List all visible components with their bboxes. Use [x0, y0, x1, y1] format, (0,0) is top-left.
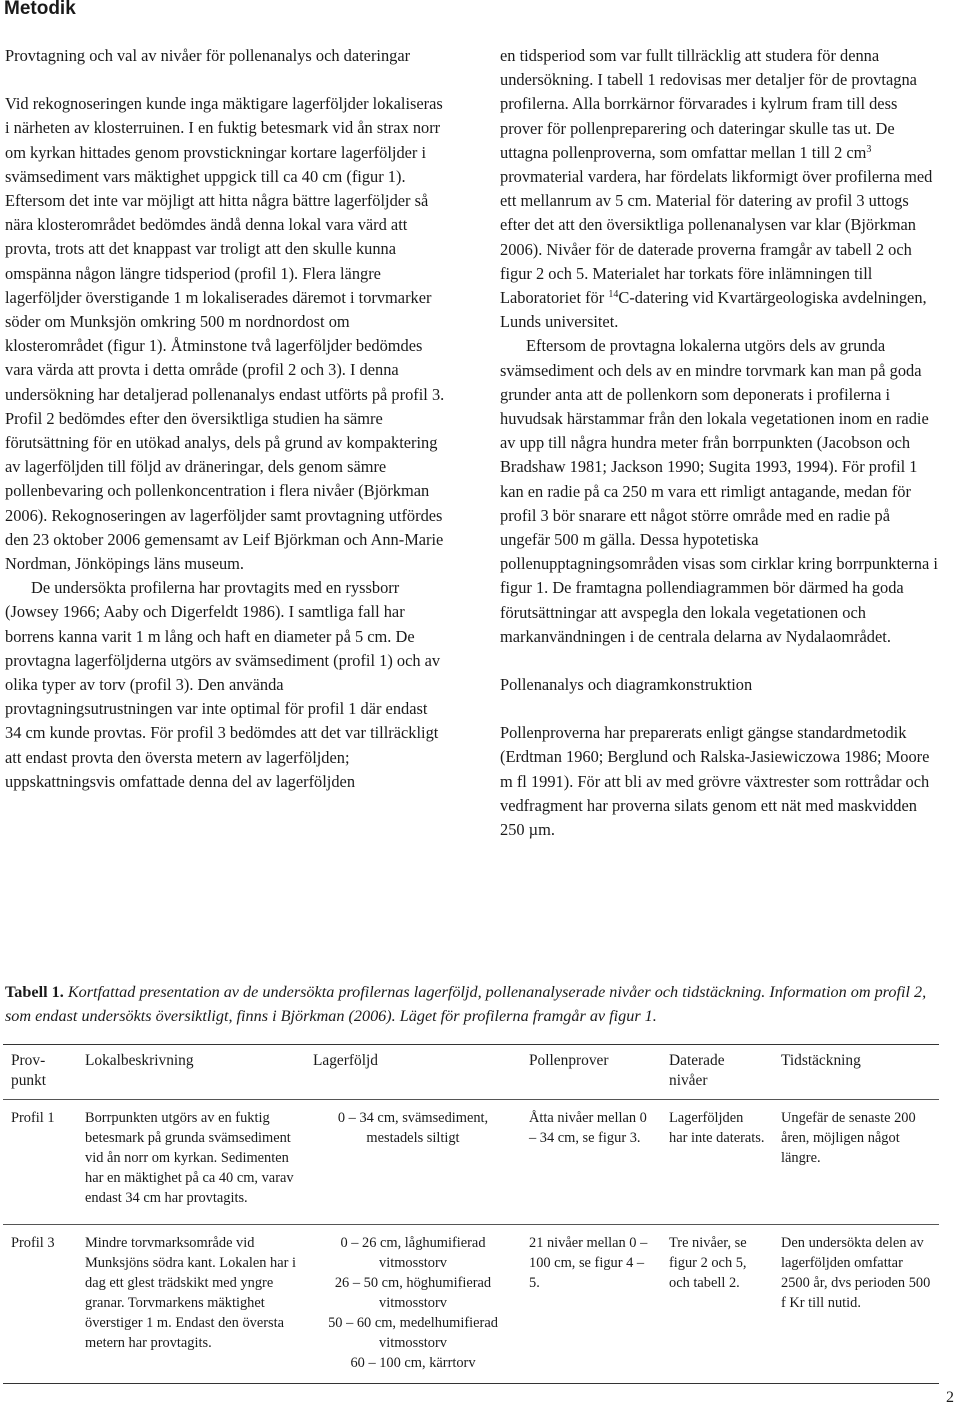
- table-cell: Ungefär de senaste 200 åren, möjligen något längre.: [773, 1100, 939, 1225]
- paragraph: Eftersom de provtagna lokalerna utgörs dels av grunda svämsediment och dels av en mindre torvmark kan man på goda grunder anta att de pollenkorn som deponerats i profilerna i huvudsak härstammar från den lokala vegetationen inom en radie av upp till några hundra meter från borrpunkten (Jacobson och Bradshaw 1981; Jackson 1990; Sugita 1993, 1994). För profil 1 kan en radie på ca 250 m vara ett rimligt antagande, medan för profil 3 bör snarare ett något större område med en radie på ungefär 500 m gälla. Dessa hypotetiska pollenupptagningsområden visas som cirklar kring borrpunkterna i figur 1. De framtagna pollendiagrammen bör därmed ha goda förutsättningar att avspegla den lokala vegetationen och markanvändningen i de centrala delarna av Nydalaområdet.: [500, 336, 938, 646]
- page-number: 2: [946, 1389, 954, 1406]
- table-cell: Den undersökta delen av lagerföljden omfattar 2500 år, dvs perioden 500 f Kr till nutid.: [781, 1235, 931, 1311]
- table-cell: Åtta nivåer mellan 0 – 34 cm, se figur 3.: [521, 1100, 661, 1225]
- subheading-sampling: Provtagning och val av nivåer för pollenanalys och dateringar: [5, 46, 411, 65]
- paragraph: Vid rekognoseringen kunde inga mäktigare lagerföljder lokaliseras i närheten av klosterruinen. I en fuktig betesmark vid ån strax norr om kyrkan hittades genom provstickningar kortare lagerföljder i svämsediment vars mäktighet uppgick till ca 40 cm (figur 1). Eftersom det inte var möjligt att hitta några bättre lagerföljder så nära klosterområdet bedömdes ändå denna lokal vara värd att provta, trots att det knappast var troligt att den skulle kunna omspänna någon längre tidsperiod (profil 1). Flera längre lagerföljder överstigande 1 m lokaliserades däremot i torvmarker söder om Munksjön omkring 500 m nordnordost om klosterområdet (figur 1). Åtminstone två lagerföljder bedömdes vara värda att provta i detta område (profil 2 och 3). I denna undersökning har detaljerad pollenanalys endast utförts på profil 3. Profil 2 bedömdes efter den översiktliga studien ha sämre förutsättning för en utökad analys, dels på grund av kompaktering av lagerföljden till följd av dräneringar, dels genom sämre pollenbevaring och pollenkoncentration i flera nivåer (Björkman 2006). Rekognoseringen av lagerföljder samt provtagning utfördes den 23 oktober 2006 gemensamt av Leif Björkman och Ann-Marie Nordman, Jönköpings läns museum.: [5, 94, 445, 574]
- table-cell: Mindre torvmarksområde vid Munksjöns södra kant. Lokalen har i dag ett glest trädskikt med yngre granar. Torvmarkens mäktighet överstiger 1 m. Endast den översta metern har provtagits.: [85, 1235, 297, 1351]
- subheading-pollen-analysis: Pollenanalys och diagramkonstruktion: [500, 675, 753, 695]
- table-row: [3, 1100, 939, 1225]
- paragraph: en tidsperiod som var fullt tillräcklig att studera för denna undersökning. I tabell 1 redovisas mer detaljer för de provtagna profilerna. Alla borrkärnor förvarades i kylrum fram till dess prover för pollenpreparering och dateringar skulle tas ut. De uttagna pollenproverna, som omfattar mellan 1 till 2 $cm^3$ provmaterial vardera, har fördelats likformigt över profilerna med ett mellanrum av 5 cm. Material för datering av profil 3 uttogs efter det att den översiktliga pollenanalysen var klar (Björkman 2006). Nivåer för de daterade proverna framgår av tabell 2 och figur 2 och 5. Materialet har torkats före inlämningen till Laboratoriet för $^{14}$C-datering vid Kvartärgeologiska avdelningen, Lunds universitet.: [500, 46, 933, 332]
- table-caption: Tabell 1. Kortfattad presentation av de undersökta profilernas lagerföljd, pollenanalyserade nivåer och tidstäckning. Information om profil 2, som endast undersökts översiktligt, finns i Björkman (2006). Läget för profilerna framgår av figur 1.: [5, 983, 927, 1025]
- header-cell: Tidstäckning: [773, 1045, 939, 1100]
- section-heading: Metodik: [4, 0, 76, 19]
- left-column: [5, 44, 445, 794]
- header-cell: Prov- punkt: [3, 1045, 77, 1100]
- table-cell: 0 – 34 cm, svämsediment, mestadels siltigt: [305, 1100, 521, 1225]
- table-cell: Profil 3: [11, 1235, 55, 1251]
- table-cell: 21 nivåer mellan 0 – 100 cm, se figur 4 – 5.: [529, 1235, 648, 1291]
- table-cell: 0 – 26 cm, låghumifierad vitmosstorv 26 – 50 cm, höghumifierad vitmosstorv 50 – 60 cm, medelhumifierad vitmosstorv 60 – 100 cm, kärrtorv: [328, 1235, 498, 1371]
- table-cell: Profil 1: [3, 1100, 77, 1225]
- table-row: [3, 1225, 939, 1384]
- header-cell: Lokalbeskrivning: [77, 1045, 305, 1100]
- profile-table: [3, 1044, 939, 1384]
- right-column: [500, 44, 940, 842]
- paragraph: De undersökta profilerna har provtagits med en ryssborr (Jowsey 1966; Aaby och Digerfeldt 1986). I samtliga fall har borrens kanna varit 1 m lång och haft en diameter på 5 cm. De provtagna lagerföljderna utgörs av svämsediment (profil 1) och av olika typer av torv (profil 3). Den använda provtagningsutrustningen var inte optimal för profil 1 där endast 34 cm kunde provtas. För profil 3 bedömdes att det var tillräckligt att endast provta den översta metern av lagerföljden; uppskattningsvis omfattade denna del av lagerföljden: [5, 578, 441, 791]
- table-header-row: [3, 1045, 939, 1100]
- header-cell: Pollenprover: [521, 1045, 661, 1100]
- header-cell: Daterade nivåer: [661, 1045, 773, 1100]
- table-cell: Tre nivåer, se figur 2 och 5, och tabell 2.: [669, 1235, 747, 1291]
- table-cell: Borrpunkten utgörs av en fuktig betesmark på grunda svämsediment vid ån norr om kyrkan. Sedimenten har en mäktighet på ca 40 cm, varav endast 34 cm har provtagits.: [77, 1100, 305, 1225]
- header-cell: Lagerföljd: [305, 1045, 521, 1100]
- paragraph: Pollenproverna har preparerats enligt gängse standardmetodik (Erdtman 1960; Berglund och Ralska-Jasiewiczowa 1986; Moore m fl 1991). För att bli av med grövre växtrester som rottrådar och vedfragment har proverna silats genom ett nät med maskvidden 250 µm.: [500, 723, 930, 840]
- table-cell: Lagerföljden har inte daterats.: [661, 1100, 773, 1225]
